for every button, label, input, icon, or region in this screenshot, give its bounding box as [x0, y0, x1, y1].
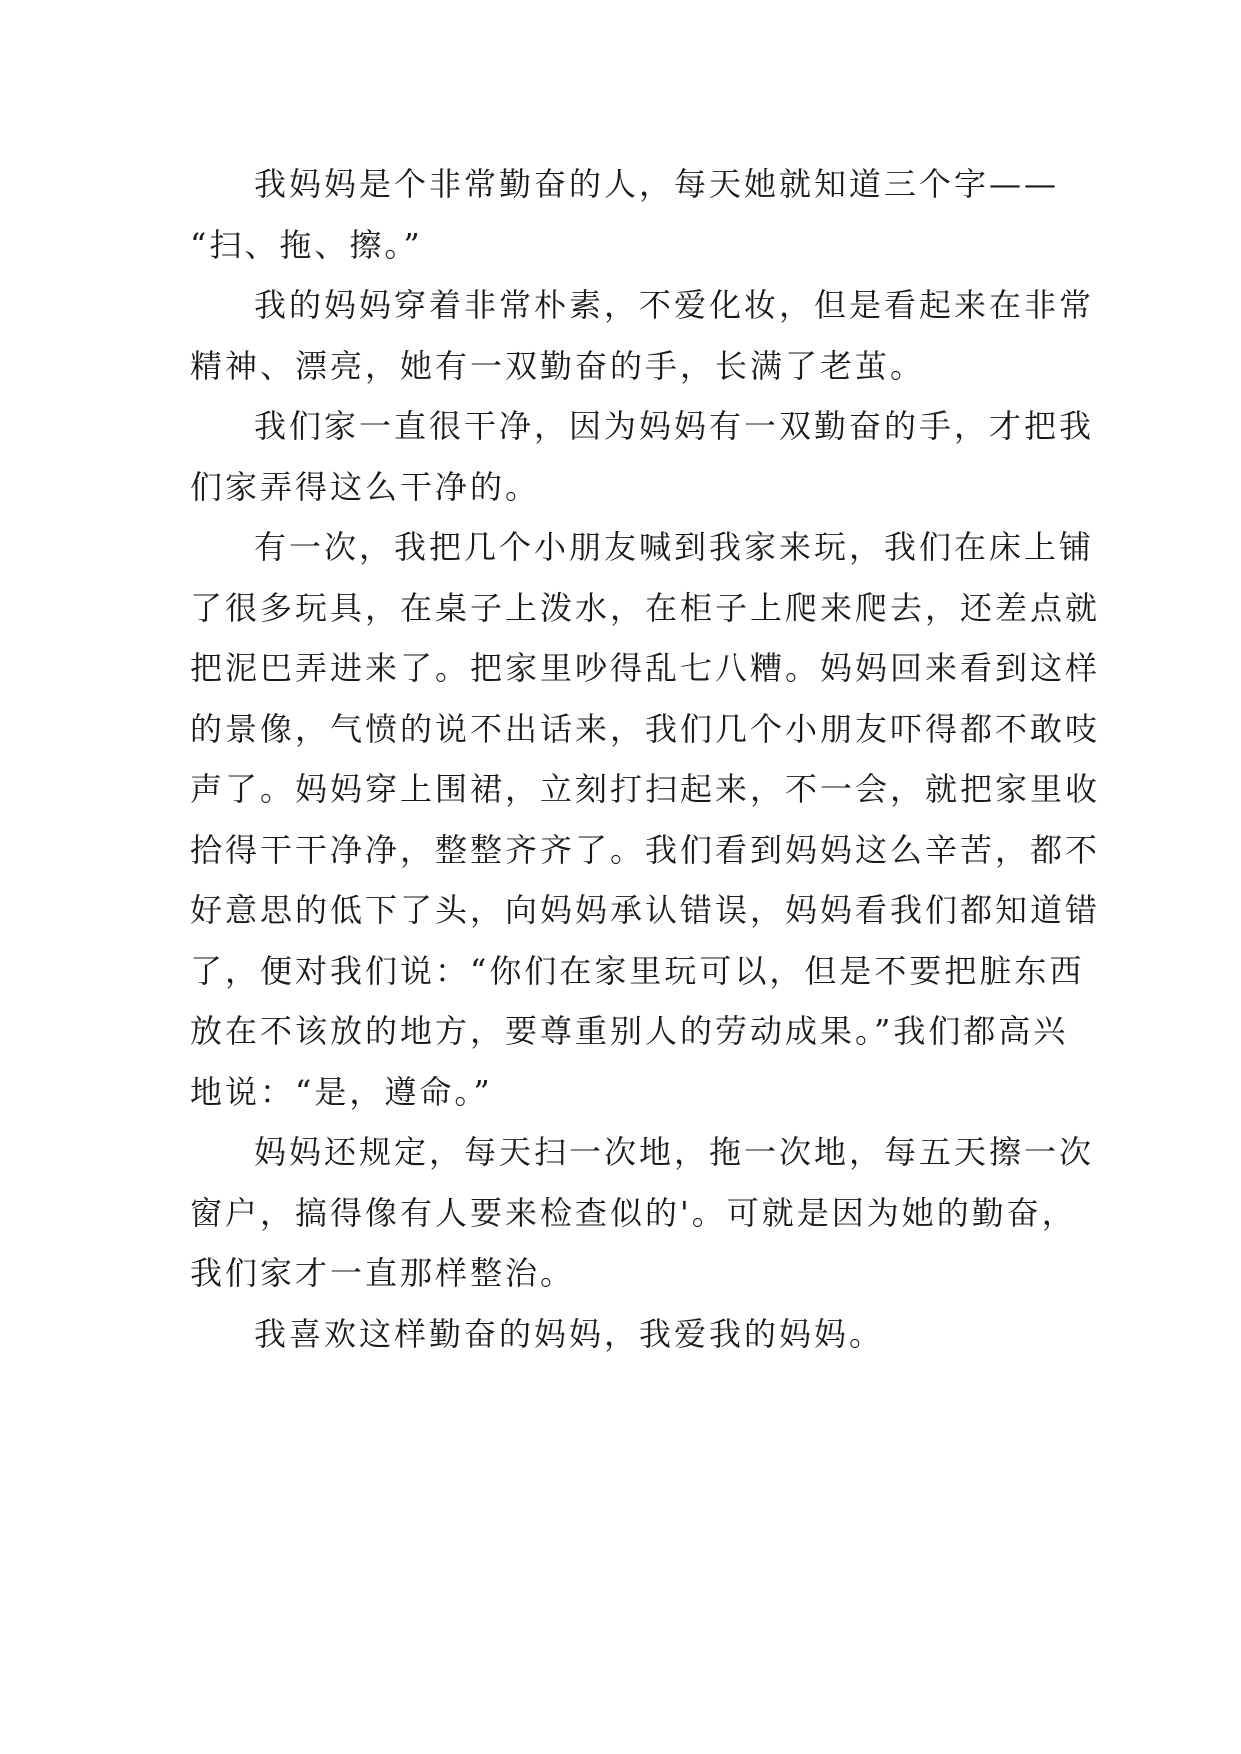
text-line: 有一次，我把几个小朋友喊到我家来玩，我们在床上铺 — [254, 528, 1095, 566]
document-body — [190, 154, 1101, 1364]
text-line: 声了。妈妈穿上围裙，立刻打扫起来，不一会，就把家里收 — [190, 770, 1101, 808]
text-line: 了很多玩具，在桌子上泼水，在柜子上爬来爬去，还差点就 — [190, 588, 1101, 627]
text-line: “扫、拖、擦。” — [190, 225, 423, 264]
text-line: 的景像，气愤的说不出话来，我们几个小朋友吓得都不敢吱 — [190, 709, 1101, 748]
text-line: 我们家一直很干净，因为妈妈有一双勤奋的手，才把我 — [254, 407, 1095, 445]
text-line: 放在不该放的地方，要尊重别人的劳动成果。”我们都高兴 — [190, 1012, 1069, 1050]
text-line: 好意思的低下了头，向妈妈承认错误，妈妈看我们都知道错 — [190, 891, 1101, 929]
paragraph — [190, 517, 1101, 1122]
text-line: 我们家才一直那样整治。 — [190, 1254, 576, 1292]
text-line: 我妈妈是个非常勤奋的人，每天她就知道三个字—— — [254, 165, 1060, 203]
text-line: 我喜欢这样勤奋的妈妈，我爱我的妈妈。 — [254, 1314, 885, 1353]
text-line: 们家弄得这么干净的。 — [190, 467, 541, 506]
text-line: 把泥巴弄进来了。把家里吵得乱七八糟。妈妈回来看到这样 — [190, 649, 1101, 687]
paragraph — [190, 1304, 1050, 1365]
text-line: 拾得干干净净，整整齐齐了。我们看到妈妈这么辛苦，都不 — [190, 830, 1101, 869]
paragraph — [190, 1122, 1095, 1304]
text-line: 地说：“是，遵命。” — [190, 1072, 493, 1111]
text-line: 了，便对我们说：“你们在家里玩可以，但是不要把脏东西 — [190, 951, 1085, 990]
paragraph — [190, 275, 1095, 396]
text-line: 我的妈妈穿着非常朴素，不爱化妆，但是看起来在非常 — [254, 286, 1095, 324]
text-line: 精神、漂亮，她有一双勤奋的手，长满了老茧。 — [190, 346, 926, 385]
paragraph — [190, 396, 1095, 517]
text-line: 妈妈还规定，每天扫一次地，拖一次地，每五天擦一次 — [254, 1133, 1095, 1171]
text-line: 窗户，搞得像有人要来检查似的'。可就是因为她的勤奋， — [190, 1193, 1077, 1232]
paragraph — [190, 154, 1060, 275]
